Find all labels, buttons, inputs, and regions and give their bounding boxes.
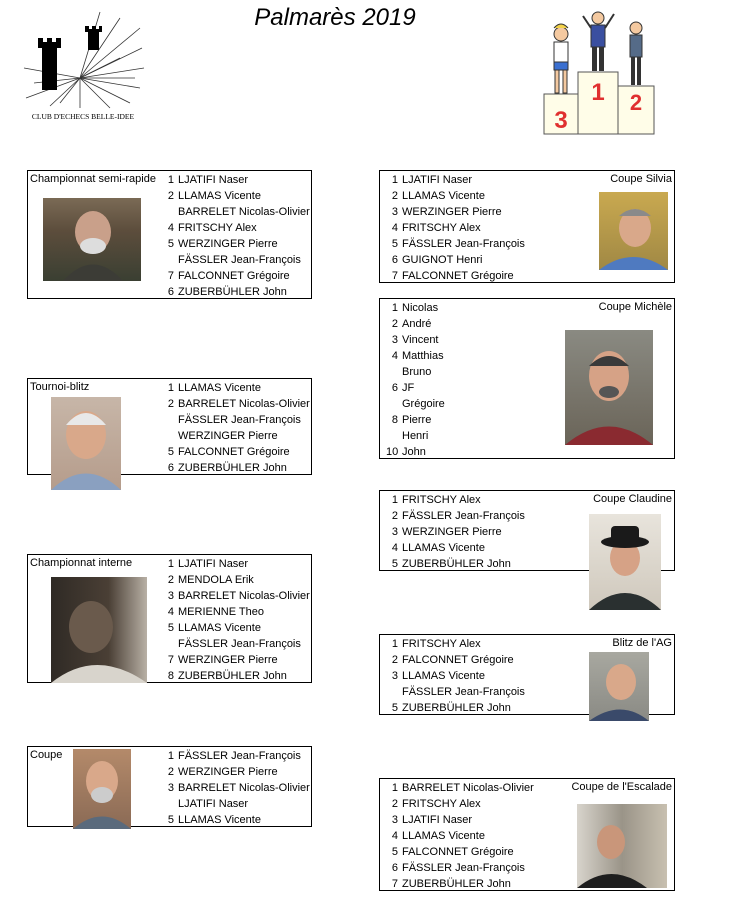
tournament-coupe-claudine <box>379 490 675 571</box>
player-name: LLAMAS Vicente <box>402 830 485 842</box>
ranking-row <box>162 204 310 220</box>
ranking-row <box>162 588 310 604</box>
rank-number: 8 <box>391 414 398 426</box>
rank-number: 3 <box>391 526 398 538</box>
ranking-row <box>162 812 310 828</box>
ranking-row <box>386 780 534 796</box>
rank-number: 2 <box>167 398 174 410</box>
player-name: LLAMAS Vicente <box>402 542 485 554</box>
player-name: FRITSCHY Alex <box>402 798 481 810</box>
tournament-name: Championnat semi-rapide <box>30 173 156 185</box>
rank-number: 2 <box>391 318 398 330</box>
rank-number: 4 <box>391 350 398 362</box>
rank-number: 2 <box>391 510 398 522</box>
ranking-row <box>162 620 310 636</box>
player-name: FALCONNET Grégoire <box>178 270 290 282</box>
rank-number: 5 <box>167 238 174 250</box>
tournament-champ-interne <box>27 554 312 683</box>
ranking-row <box>386 348 445 364</box>
player-name: John <box>402 446 426 458</box>
rank-number: 3 <box>391 206 398 218</box>
player-name: Matthias <box>402 350 444 362</box>
player-name: FÄSSLER Jean-François <box>402 238 525 250</box>
player-name: FALCONNET Grégoire <box>178 446 290 458</box>
tournament-name: Coupe Michèle <box>598 301 672 313</box>
ranking-row <box>386 796 534 812</box>
ranking-row <box>162 636 310 652</box>
player-name: WERZINGER Pierre <box>402 206 502 218</box>
ranking-row <box>386 844 534 860</box>
player-name: Henri <box>402 430 429 442</box>
ranking-row <box>386 444 445 460</box>
ranking-row <box>162 764 310 780</box>
player-photo <box>589 652 649 721</box>
player-name: FALCONNET Grégoire <box>402 846 514 858</box>
tournament-champ-semi <box>27 170 312 299</box>
ranking-row <box>386 684 525 700</box>
ranking-list <box>386 492 525 572</box>
tournament-tournoi-blitz <box>27 378 312 475</box>
rank-number: 6 <box>167 286 174 298</box>
ranking-row <box>386 428 445 444</box>
player-name: JF <box>402 382 415 394</box>
ranking-list <box>386 300 445 460</box>
ranking-row <box>162 252 310 268</box>
rank-number: 1 <box>391 494 398 506</box>
rank-number: 3 <box>391 334 398 346</box>
player-name: FÄSSLER Jean-François <box>178 638 301 650</box>
rank-number: 1 <box>391 302 398 314</box>
rank-number: 5 <box>391 702 398 714</box>
player-name: FÄSSLER Jean-François <box>178 750 301 762</box>
tournament-name: Tournoi-blitz <box>30 381 90 393</box>
ranking-row <box>162 220 310 236</box>
svg-text:3: 3 <box>554 107 568 134</box>
rank-number: 2 <box>167 190 174 202</box>
tournament-coupe-michele <box>379 298 675 459</box>
tournament-name: Coupe Silvia <box>610 173 672 185</box>
player-name: WERZINGER Pierre <box>178 430 278 442</box>
rank-number: 2 <box>391 654 398 666</box>
ranking-row <box>386 412 445 428</box>
ranking-row <box>162 604 310 620</box>
ranking-row <box>162 412 310 428</box>
rank-number: 7 <box>167 654 174 666</box>
tournament-coupe-escalade <box>379 778 675 891</box>
tournament-name: Blitz de l'AG <box>612 637 672 649</box>
rank-number: 4 <box>391 830 398 842</box>
ranking-row <box>162 652 310 668</box>
rank-number: 4 <box>391 222 398 234</box>
player-name: MENDOLA Erik <box>178 574 254 586</box>
player-photo <box>43 198 141 281</box>
tournament-coupe-silvia <box>379 170 675 283</box>
player-name: FÄSSLER Jean-François <box>402 510 525 522</box>
page-title: Palmarès 2019 <box>254 4 416 31</box>
player-photo <box>577 804 667 888</box>
player-name: FALCONNET Grégoire <box>402 270 514 282</box>
rank-number: 1 <box>167 382 174 394</box>
tournament-name: Championnat interne <box>30 557 133 569</box>
ranking-row <box>162 556 310 572</box>
ranking-row <box>162 780 310 796</box>
ranking-row <box>386 188 525 204</box>
ranking-row <box>162 444 310 460</box>
rank-number: 7 <box>391 270 398 282</box>
player-name: ZUBERBÜHLER John <box>402 878 511 890</box>
rank-number: 2 <box>167 766 174 778</box>
player-name: FÄSSLER Jean-François <box>402 686 525 698</box>
rank-number: 4 <box>391 542 398 554</box>
rank-number: 1 <box>391 174 398 186</box>
player-name: WERZINGER Pierre <box>178 238 278 250</box>
player-photo <box>51 397 121 490</box>
rank-number: 8 <box>167 670 174 682</box>
player-name: FÄSSLER Jean-François <box>178 254 301 266</box>
tournament-blitz-ag <box>379 634 675 715</box>
rank-number: 1 <box>167 558 174 570</box>
player-name: WERZINGER Pierre <box>178 654 278 666</box>
player-name: FRITSCHY Alex <box>402 638 481 650</box>
rank-number: 5 <box>167 446 174 458</box>
rank-number: 5 <box>167 622 174 634</box>
player-photo <box>599 192 668 270</box>
player-name: André <box>402 318 432 330</box>
ranking-row <box>386 828 534 844</box>
rank-number: 5 <box>391 558 398 570</box>
podium-illustration <box>540 4 658 136</box>
rank-number: 2 <box>391 190 398 202</box>
player-name: Bruno <box>402 366 432 378</box>
ranking-row <box>386 540 525 556</box>
ranking-row <box>162 748 310 764</box>
ranking-list <box>162 172 310 300</box>
ranking-row <box>162 188 310 204</box>
ranking-row <box>162 268 310 284</box>
ranking-row <box>162 172 310 188</box>
svg-text:1: 1 <box>591 79 605 106</box>
rank-number: 3 <box>167 590 174 602</box>
rank-number: 5 <box>167 814 174 826</box>
ranking-row <box>162 668 310 684</box>
ranking-row <box>386 172 525 188</box>
player-photo <box>565 330 653 445</box>
tournament-coupe <box>27 746 312 827</box>
rank-number: 1 <box>391 638 398 650</box>
player-name: LLAMAS Vicente <box>178 814 261 826</box>
rank-number: 10 <box>386 446 399 458</box>
player-name: LJATIFI Naser <box>402 174 473 186</box>
ranking-row <box>386 220 525 236</box>
ranking-row <box>386 204 525 220</box>
ranking-row <box>162 460 310 476</box>
player-name: FRITSCHY Alex <box>402 222 481 234</box>
svg-text:2: 2 <box>629 90 643 115</box>
player-name: FÄSSLER Jean-François <box>402 862 525 874</box>
player-name: LJATIFI Naser <box>178 174 249 186</box>
club-logo <box>20 8 146 124</box>
player-name: Pierre <box>402 414 432 426</box>
ranking-row <box>386 508 525 524</box>
ranking-list <box>386 780 534 892</box>
player-name: LJATIFI Naser <box>178 558 249 570</box>
rank-number: 1 <box>167 174 174 186</box>
rank-number: 3 <box>391 814 398 826</box>
ranking-row <box>162 428 310 444</box>
ranking-row <box>386 860 534 876</box>
player-name: ZUBERBÜHLER John <box>178 670 287 682</box>
ranking-row <box>386 300 445 316</box>
player-name: Vincent <box>402 334 439 346</box>
rank-number: 1 <box>167 750 174 762</box>
rank-number: 5 <box>391 238 398 250</box>
ranking-row <box>386 556 525 572</box>
rank-number: 4 <box>167 606 174 618</box>
player-photo <box>51 577 147 683</box>
player-name: Nicolas <box>402 302 439 314</box>
player-name: LLAMAS Vicente <box>178 382 261 394</box>
rank-number: 1 <box>391 782 398 794</box>
player-name: ZUBERBÜHLER John <box>178 462 287 474</box>
ranking-row <box>386 812 534 828</box>
rank-number: 2 <box>391 798 398 810</box>
player-name: FALCONNET Grégoire <box>402 654 514 666</box>
ranking-row <box>162 572 310 588</box>
ranking-row <box>386 364 445 380</box>
player-name: BARRELET Nicolas-Olivier <box>178 206 310 218</box>
player-name: Grégoire <box>402 398 445 410</box>
player-name: LLAMAS Vicente <box>402 190 485 202</box>
ranking-row <box>162 236 310 252</box>
tournament-name: Coupe Claudine <box>593 493 672 505</box>
rank-number: 6 <box>391 382 398 394</box>
player-name: BARRELET Nicolas-Olivier <box>178 590 310 602</box>
player-name: FRITSCHY Alex <box>402 494 481 506</box>
player-photo <box>589 514 661 610</box>
player-name: ZUBERBÜHLER John <box>402 558 511 570</box>
ranking-row <box>162 396 310 412</box>
ranking-row <box>386 492 525 508</box>
player-name: BARRELET Nicolas-Olivier <box>178 398 310 410</box>
ranking-row <box>386 636 525 652</box>
player-name: GUIGNOT Henri <box>402 254 483 266</box>
player-photo <box>73 749 131 829</box>
ranking-row <box>162 796 310 812</box>
ranking-row <box>386 876 534 892</box>
rank-number: 6 <box>391 862 398 874</box>
rank-number: 5 <box>391 846 398 858</box>
ranking-row <box>386 700 525 716</box>
ranking-list <box>162 748 310 828</box>
player-name: BARRELET Nicolas-Olivier <box>402 782 534 794</box>
svg-text:CLUB D'ECHECS BELLE-IDEE: CLUB D'ECHECS BELLE-IDEE <box>31 112 135 121</box>
rank-number: 3 <box>391 670 398 682</box>
player-name: BARRELET Nicolas-Olivier <box>178 782 310 794</box>
player-name: ZUBERBÜHLER John <box>402 702 511 714</box>
player-name: LJATIFI Naser <box>178 798 249 810</box>
tournament-name: Coupe de l'Escalade <box>571 781 672 793</box>
player-name: MERIENNE Theo <box>178 606 264 618</box>
player-name: LJATIFI Naser <box>402 814 473 826</box>
player-name: LLAMAS Vicente <box>402 670 485 682</box>
ranking-row <box>386 332 445 348</box>
tournament-name: Coupe <box>30 749 63 761</box>
player-name: WERZINGER Pierre <box>402 526 502 538</box>
ranking-list <box>386 172 525 284</box>
ranking-list <box>162 556 310 684</box>
ranking-row <box>386 268 525 284</box>
rank-number: 3 <box>167 782 174 794</box>
ranking-list <box>386 636 525 716</box>
ranking-row <box>386 236 525 252</box>
ranking-row <box>386 316 445 332</box>
rank-number: 2 <box>167 574 174 586</box>
player-name: WERZINGER Pierre <box>178 766 278 778</box>
rank-number: 4 <box>167 222 174 234</box>
ranking-list <box>162 380 310 476</box>
player-name: ZUBERBÜHLER John <box>178 286 287 298</box>
player-name: FRITSCHY Alex <box>178 222 257 234</box>
rank-number: 6 <box>167 462 174 474</box>
rank-number: 7 <box>391 878 398 890</box>
rank-number: 6 <box>391 254 398 266</box>
player-name: FÄSSLER Jean-François <box>178 414 301 426</box>
player-name: LLAMAS Vicente <box>178 190 261 202</box>
ranking-row <box>162 284 310 300</box>
ranking-row <box>386 668 525 684</box>
ranking-row <box>386 380 445 396</box>
ranking-row <box>386 524 525 540</box>
player-name: LLAMAS Vicente <box>178 622 261 634</box>
ranking-row <box>386 652 525 668</box>
rank-number: 7 <box>167 270 174 282</box>
ranking-row <box>386 396 445 412</box>
ranking-row <box>386 252 525 268</box>
ranking-row <box>162 380 310 396</box>
